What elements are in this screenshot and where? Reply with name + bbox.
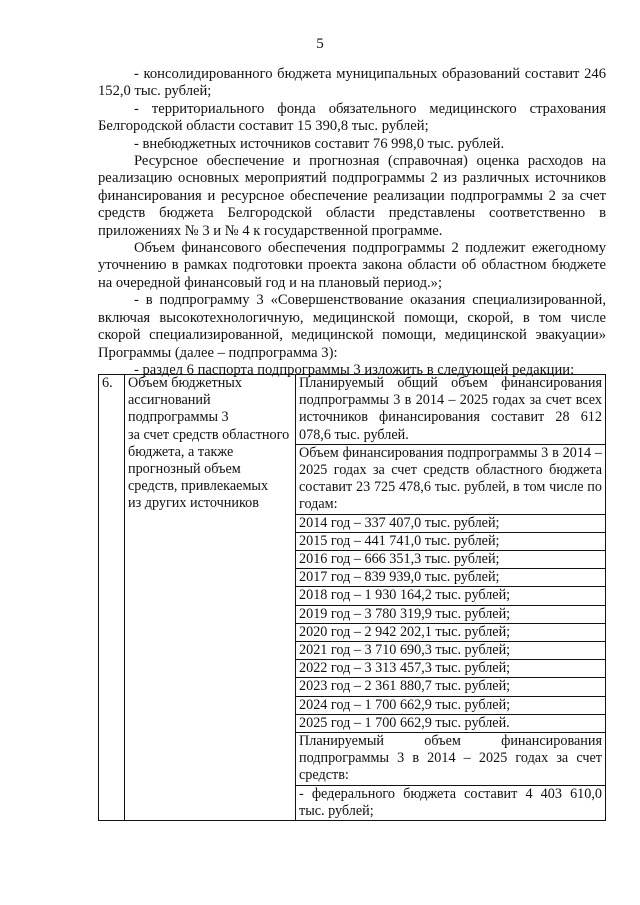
row-name-cell bbox=[125, 375, 296, 821]
federal-budget-amount: - федерального бюджета составит 4 403 610,0 тыс. рублей; bbox=[299, 785, 602, 819]
year-amount: 2016 год – 666 351,3 тыс. рублей; bbox=[296, 551, 605, 569]
paragraph-offbudget: - внебюджетных источников составит 76 998,0 тыс. рублей. bbox=[134, 135, 505, 152]
year-amount: 2022 год – 3 313 457,3 тыс. рублей; bbox=[296, 660, 605, 678]
year-amount: 2021 год – 3 710 690,3 тыс. рублей; bbox=[296, 642, 605, 660]
paragraph-subprogram-3: - в подпрограмму 3 «Совершенствование оказания специализированной, включая высокотехнологичную, медицинской помощи, скорой, в том числе скорой специализированной, медицинской помощи, медицинской эвакуации» Программы (далее – подпрограмма 3): bbox=[98, 292, 606, 361]
row-name-line: бюджета, а также bbox=[128, 443, 234, 460]
row-name-line: за счет средств областного bbox=[128, 426, 290, 443]
row-name-line: подпрограммы 3 bbox=[128, 409, 229, 426]
paragraph-municipal-budget: - консолидированного бюджета муниципальных образований составит 246 152,0 тыс. рублей; bbox=[98, 66, 606, 100]
row-name-line: Объем бюджетных bbox=[128, 375, 242, 391]
paragraph-oms-fund: - территориального фонда обязательного медицинского страхования Белгородской области составит 15 390,8 тыс. рублей; bbox=[98, 100, 606, 135]
year-amount: 2019 год – 3 780 319,9 тыс. рублей; bbox=[296, 606, 605, 624]
year-amount: 2014 год – 337 407,0 тыс. рублей; bbox=[296, 515, 605, 533]
row-number: 6. bbox=[99, 375, 125, 821]
paragraph-resource-provision: Ресурсное обеспечение и прогнозная (справочная) оценка расходов на реализацию основных мероприятий подпрограммы 2 из различных источников финансирования и ресурсное обеспечение реализации подпрограммы 2 за счет средств бюджета Белгородской области представлены соответственно в приложениях № 3 и № 4 к государственной программе. bbox=[98, 153, 606, 239]
year-amount: 2020 год – 2 942 202,1 тыс. рублей; bbox=[296, 624, 605, 642]
passport-table bbox=[98, 374, 606, 821]
row-name-line: средств, привлекаемых bbox=[128, 478, 269, 495]
page-number: 5 bbox=[316, 36, 324, 52]
paragraph-annual-update: Объем финансового обеспечения подпрограммы 2 подлежит ежегодному уточнению в рамках подготовки проекта закона области об областном бюджете на очередной финансовый год и на плановый период.»; bbox=[98, 240, 606, 291]
table-row bbox=[99, 375, 606, 821]
year-amount: 2015 год – 441 741,0 тыс. рублей; bbox=[296, 533, 605, 551]
document-body bbox=[98, 66, 606, 379]
year-amount: 2018 год – 1 930 164,2 тыс. рублей; bbox=[296, 587, 605, 605]
total-all-sources: Планируемый общий объем финансирования подпрограммы 3 в 2014 – 2025 годах за счет всех источников финансирования составит 28 612 078,6 тыс. рублей. bbox=[296, 375, 605, 445]
year-amount: 2024 год – 1 700 662,9 тыс. рублей; bbox=[296, 697, 605, 715]
row-value-cell bbox=[296, 375, 606, 821]
row-name-line: ассигнований bbox=[128, 392, 211, 409]
regional-budget-total: Объем финансирования подпрограммы 3 в 2014 – 2025 годах за счет средств областного бюджета составит 23 725 478,6 тыс. рублей, в том числе по годам: bbox=[296, 445, 605, 515]
planned-by-sources: Планируемый объем финансирования подпрограммы 3 в 2014 – 2025 годах за счет средств: bbox=[296, 733, 605, 786]
paragraph-section-6: - раздел 6 паспорта подпрограммы 3 изложить в следующей редакции: bbox=[134, 361, 575, 378]
year-amount: 2017 год – 839 939,0 тыс. рублей; bbox=[296, 569, 605, 587]
year-amount: 2025 год – 1 700 662,9 тыс. рублей. bbox=[296, 715, 605, 733]
year-amount: 2023 год – 2 361 880,7 тыс. рублей; bbox=[296, 678, 605, 696]
row-name-line: из других источников bbox=[128, 495, 259, 512]
row-name-line: прогнозный объем bbox=[128, 461, 241, 478]
